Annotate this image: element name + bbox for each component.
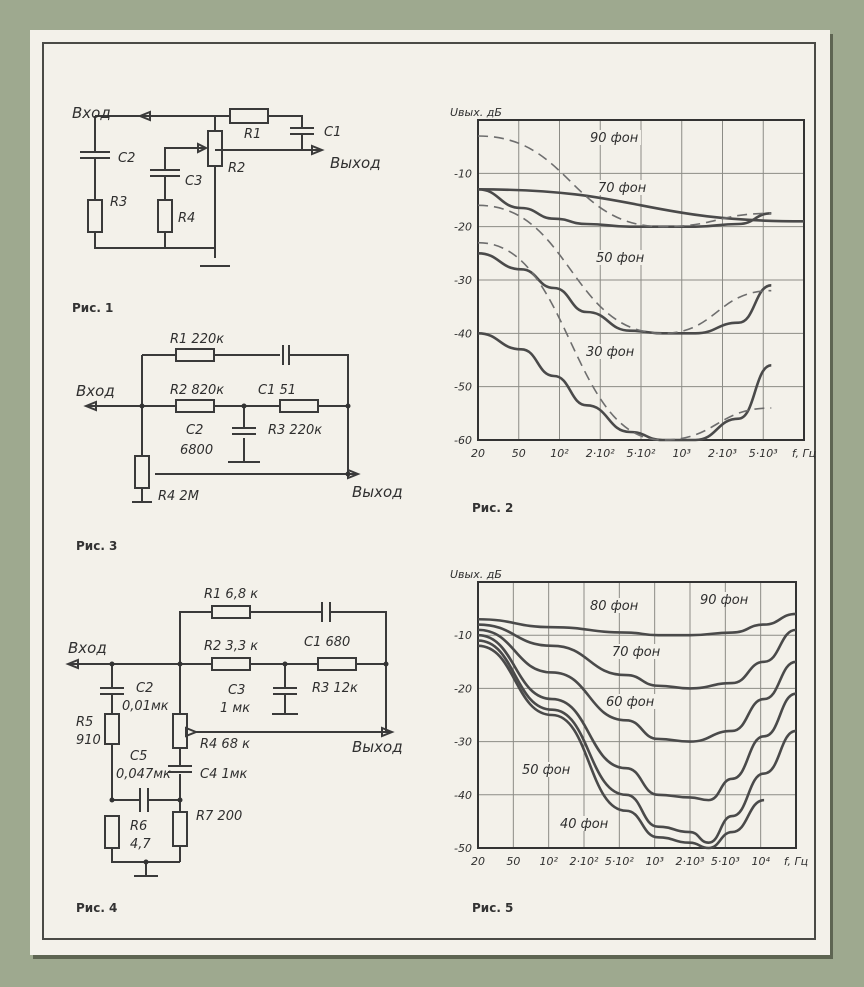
fig1-input-label: Вход [72, 104, 111, 122]
x-tick-label: f, Гц [783, 855, 809, 868]
fig3-c2-value: 6800 [180, 443, 214, 458]
y-tick-label: -50 [454, 380, 472, 394]
x-tick-label: 10³ [672, 447, 691, 460]
y-tick-label: -60 [454, 434, 472, 447]
x-tick-label: 50 [511, 447, 526, 460]
fig4-r2-label: R2 3,3 к [204, 639, 259, 654]
fig4-c2-label: C2 [136, 681, 154, 696]
fig3-r1-label: R1 220к [170, 332, 225, 347]
fig4-r1-symbol [212, 606, 250, 618]
x-tick-label: 20 [471, 447, 485, 460]
fig1-caption: Рис. 1 [72, 301, 114, 315]
fig4-output-label: Выход [352, 738, 403, 756]
y-tick-label: -10 [454, 629, 472, 643]
fig4-c3-value: 1 мк [220, 701, 251, 716]
fig4-c2-value: 0,01мк [122, 699, 169, 714]
x-tick-label: 5·10² [626, 447, 656, 460]
fig1-r3-symbol [88, 200, 102, 232]
fig4-r3-label: R3 12к [312, 681, 358, 696]
series-annotation: 60 фон [606, 695, 655, 710]
fig1-r3-label: R3 [110, 195, 128, 210]
fig4-r7-label: R7 200 [196, 809, 243, 824]
x-tick-label: f, Гц [791, 447, 817, 460]
x-tick-label: 2·10² [569, 855, 599, 868]
fig3-r2-symbol [176, 400, 214, 412]
x-tick-label: 5·10³ [710, 855, 740, 868]
x-tick-label: 10⁴ [751, 855, 770, 868]
series-annotation: 50 фон [596, 251, 645, 266]
fig2-chart [450, 106, 816, 460]
fig1-c1-label: C1 [324, 125, 342, 140]
x-tick-label: 5·10² [604, 855, 634, 868]
fig4-c5-label: C5 [130, 749, 148, 764]
fig2-caption: Рис. 2 [472, 501, 514, 515]
fig4-r6-symbol [105, 816, 119, 848]
series-annotation: 40 фон [560, 817, 609, 832]
series-annotation: 50 фон [522, 763, 571, 778]
y-tick-label: -50 [454, 842, 472, 855]
fig3-r4-label: R4 2М [158, 489, 199, 504]
fig4-r4-symbol [173, 714, 187, 748]
fig4-r4-label: R4 68 к [200, 737, 250, 752]
y-tick-label: -20 [454, 220, 472, 234]
fig5-caption: Рис. 5 [472, 901, 514, 915]
fig3-caption: Рис. 3 [76, 539, 118, 553]
fig3-input-label: Вход [76, 382, 115, 400]
series-line [478, 614, 796, 635]
x-tick-label: 10² [550, 447, 569, 460]
y-axis-label: Uвых. дБ [450, 106, 502, 119]
fig4-r6-value: 4,7 [130, 837, 151, 852]
fig4-r1-label: R1 6,8 к [204, 587, 259, 602]
fig3-c1-label: C1 51 [258, 383, 297, 398]
x-tick-label: 50 [506, 855, 521, 868]
x-tick-label: 20 [471, 855, 485, 868]
y-tick-label: -20 [454, 682, 472, 696]
y-tick-label: -40 [454, 788, 472, 802]
fig3-r2-label: R2 820к [170, 383, 225, 398]
fig4-r5-label: R5 [76, 715, 94, 730]
fig1-r4-label: R4 [178, 211, 196, 226]
fig4-r3-symbol [318, 658, 356, 670]
fig4-c1-label: C1 680 [304, 635, 351, 650]
fig1-c2-label: C2 [118, 151, 136, 166]
fig3-r3-symbol [280, 400, 318, 412]
series-annotation: 80 фон [590, 599, 639, 614]
fig1-r2-label: R2 [228, 161, 246, 176]
fig4-c3-label: C3 [228, 683, 246, 698]
y-axis-label: Uвых. дБ [450, 568, 502, 581]
fig4-r7-symbol [173, 812, 187, 846]
fig1-r1-symbol [230, 109, 268, 123]
series-annotation: 30 фон [586, 345, 635, 360]
x-tick-label: 2·10² [585, 447, 615, 460]
fig4-r6-label: R6 [130, 819, 148, 834]
x-tick-label: 5·10³ [748, 447, 778, 460]
series-annotation: 90 фон [590, 131, 639, 146]
x-tick-label: 10³ [645, 855, 664, 868]
fig1-r4-symbol [158, 200, 172, 232]
fig4-r2-symbol [212, 658, 250, 670]
series-annotation: 70 фон [612, 645, 661, 660]
fig4-input-label: Вход [68, 639, 107, 657]
x-tick-label: 10² [539, 855, 558, 868]
fig3-output-label: Выход [352, 483, 403, 501]
x-tick-label: 2·10³ [675, 855, 705, 868]
fig1-r2-symbol [208, 131, 222, 166]
fig3-r1-symbol [176, 349, 214, 361]
fig4-c5-value: 0,047мк [116, 767, 171, 782]
series-annotation: 70 фон [598, 181, 647, 196]
fig4-r5-symbol [105, 714, 119, 744]
fig3-r3-label: R3 220к [268, 423, 323, 438]
fig3-c2-label: C2 [186, 423, 204, 438]
fig1-output-label: Выход [330, 154, 381, 172]
x-tick-label: 2·10³ [708, 447, 737, 460]
fig1-r1-label: R1 [244, 127, 262, 142]
y-tick-label: -30 [454, 274, 472, 287]
y-tick-label: -10 [454, 167, 472, 181]
y-tick-label: -30 [454, 735, 472, 749]
fig1-c3-label: C3 [185, 174, 203, 189]
fig4-caption: Рис. 4 [76, 901, 118, 915]
series-annotation: 90 фон [700, 593, 749, 608]
fig4-c4-label: C4 1мк [200, 767, 248, 782]
fig3-r4-symbol [135, 456, 149, 488]
fig4-r5-value: 910 [76, 733, 101, 748]
series-line [478, 243, 771, 440]
fig5-chart [450, 568, 808, 868]
y-tick-label: -40 [454, 327, 472, 341]
